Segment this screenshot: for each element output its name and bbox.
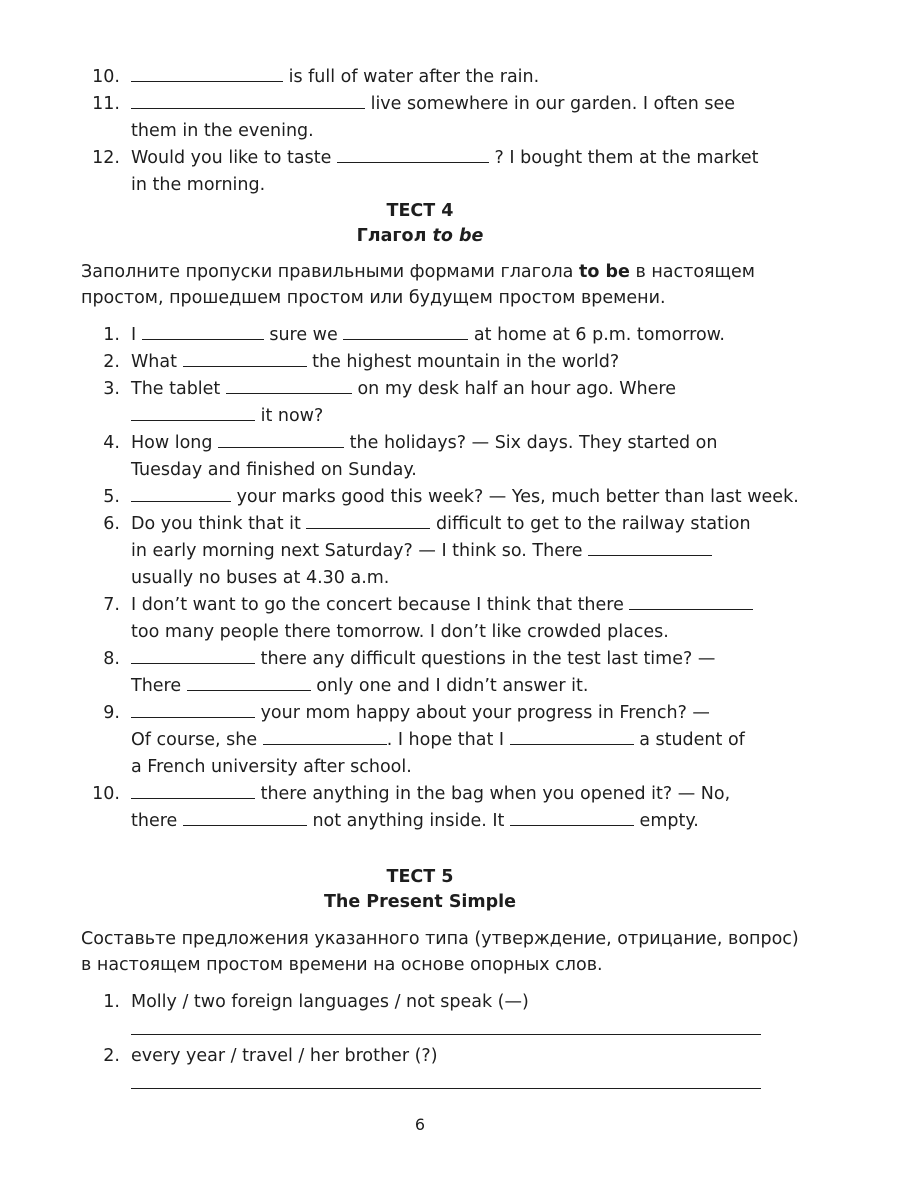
answer-blank[interactable] (131, 405, 255, 421)
answer-blank[interactable] (510, 729, 634, 745)
answer-blank[interactable] (629, 594, 753, 610)
item-text: at home at 6 p.m. tomorrow. (473, 325, 725, 345)
item-number: 1. (103, 325, 120, 345)
test4-title: ТЕСТ 4 (386, 201, 454, 221)
item-text: there anything in the bag when you opened it? — No, (260, 784, 731, 804)
item-text: in early morning next Saturday? — I think so. There (131, 541, 583, 561)
item-text: your mom happy about your progress in French? — (260, 703, 710, 723)
item-number: 8. (103, 649, 120, 669)
item-number: 6. (103, 514, 120, 534)
item-text: Would you like to taste (131, 148, 332, 168)
item-number: 12. (92, 148, 120, 168)
answer-blank[interactable] (131, 783, 255, 799)
item-text: too many people there tomorrow. I don’t like crowded places. (131, 622, 669, 642)
item-text: the highest mountain in the world? (312, 352, 620, 372)
answer-blank[interactable] (218, 432, 344, 448)
answer-blank[interactable] (131, 702, 255, 718)
test4-instruction-line2: простом, прошедшем простом или будущем простом времени. (81, 288, 666, 308)
answer-blank[interactable] (131, 648, 255, 664)
answer-blank[interactable] (337, 147, 489, 163)
answer-blank[interactable] (187, 675, 311, 691)
item-text: there (131, 811, 178, 831)
item-text: live somewhere in our garden. I often see (370, 94, 736, 114)
answer-blank[interactable] (131, 93, 365, 109)
item-text: . I hope that I (386, 730, 505, 750)
instruction-bold: to be (579, 262, 630, 282)
item-text: in the morning. (131, 175, 266, 195)
item-number: 2. (103, 352, 120, 372)
answer-blank[interactable] (226, 378, 352, 394)
item-number: 7. (103, 595, 120, 615)
subtitle-prefix: Глагол (356, 226, 427, 246)
item-number: 5. (103, 487, 120, 507)
item-text: ? I bought them at the market (494, 148, 759, 168)
answer-blank[interactable] (183, 351, 307, 367)
instruction-text: в настоящем (635, 262, 756, 282)
item-text: empty. (639, 811, 699, 831)
answer-line[interactable] (131, 1034, 761, 1035)
test5-instruction-line1: Составьте предложения указанного типа (утверждение, отрицание, вопрос) (81, 929, 799, 949)
answer-blank[interactable] (306, 513, 430, 529)
item-text: not anything inside. It (312, 811, 505, 831)
test4-instruction-line1 (81, 261, 755, 283)
item-text: is full of water after the rain. (288, 67, 540, 87)
answer-blank[interactable] (183, 810, 307, 826)
item-number: 4. (103, 433, 120, 453)
item-text: the holidays? — Six days. They started on (349, 433, 718, 453)
item-number: 2. (103, 1046, 120, 1066)
item-number: 3. (103, 379, 120, 399)
answer-line[interactable] (131, 1088, 761, 1089)
item-text: only one and I didn’t answer it. (316, 676, 589, 696)
item-number: 10. (92, 67, 120, 87)
item-text: There (131, 676, 182, 696)
item-number: 1. (103, 992, 120, 1012)
item-text: What (131, 352, 177, 372)
item-number: 11. (92, 94, 120, 114)
item-text: usually no buses at 4.30 a.m. (131, 568, 390, 588)
item-text: How long (131, 433, 213, 453)
item-text: Do you think that it (131, 514, 301, 534)
test4-subtitle (0, 224, 840, 248)
item-text: Molly / two foreign languages / not speak (—) (131, 992, 529, 1012)
item-text: them in the evening. (131, 121, 314, 141)
answer-blank[interactable] (263, 729, 387, 745)
answer-blank[interactable] (131, 66, 283, 82)
item-text: on my desk half an hour ago. Where (357, 379, 676, 399)
subtitle-italic: to be (432, 226, 484, 246)
item-text: difficult to get to the railway station (436, 514, 751, 534)
page-number: 6 (414, 1115, 426, 1134)
item-text: a student of (639, 730, 745, 750)
answer-blank[interactable] (142, 324, 264, 340)
item-text: your marks good this week? — Yes, much better than last week. (236, 487, 799, 507)
test5-instruction-line2: в настоящем простом времени на основе опорных слов. (81, 955, 603, 975)
item-text: Of course, she (131, 730, 258, 750)
answer-blank[interactable] (131, 486, 231, 502)
instruction-text: Заполните пропуски правильными формами глагола (81, 262, 574, 282)
item-text: I (131, 325, 137, 345)
answer-blank[interactable] (510, 810, 634, 826)
item-text: every year / travel / her brother (?) (131, 1046, 438, 1066)
answer-blank[interactable] (588, 540, 712, 556)
item-text: it now? (260, 406, 324, 426)
item-text: I don’t want to go the concert because I think that there (131, 595, 624, 615)
test5-title: ТЕСТ 5 (386, 867, 454, 887)
item-text: sure we (269, 325, 338, 345)
answer-blank[interactable] (343, 324, 468, 340)
item-text: The tablet (131, 379, 221, 399)
item-text: Tuesday and finished on Sunday. (131, 460, 417, 480)
item-text: there any difficult questions in the test last time? — (260, 649, 716, 669)
item-number: 10. (92, 784, 120, 804)
test5-subtitle: The Present Simple (323, 892, 517, 912)
item-number: 9. (103, 703, 120, 723)
item-text: a French university after school. (131, 757, 412, 777)
